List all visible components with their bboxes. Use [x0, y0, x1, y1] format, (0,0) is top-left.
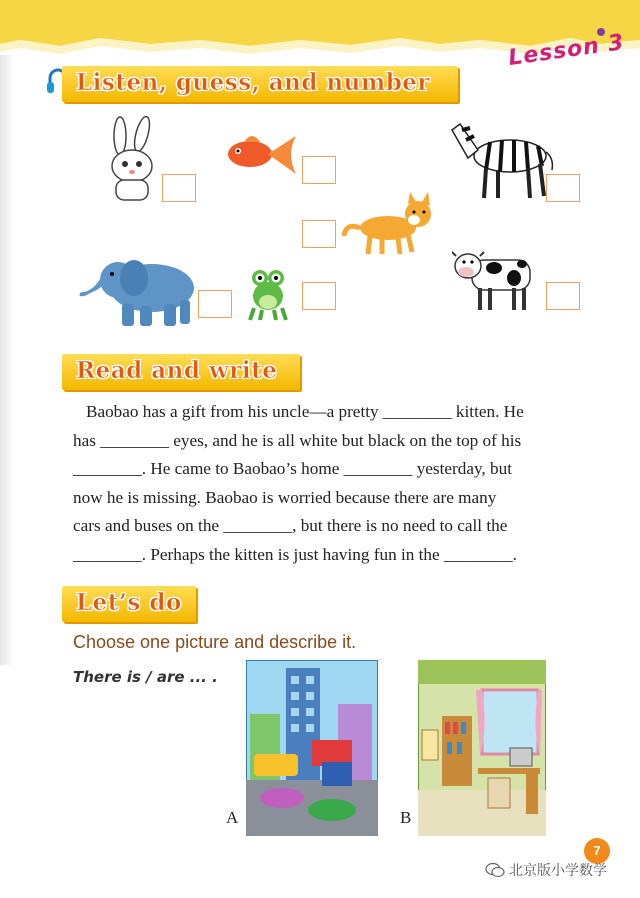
watermark — [485, 860, 607, 880]
prompt-text: There is / are ... . — [73, 668, 218, 686]
paragraph-line: now he is missing. Baobao is worried because there are many — [73, 487, 497, 507]
number-box-zebra[interactable] — [546, 174, 580, 202]
zebra-picture — [450, 118, 556, 202]
rabbit-picture — [100, 116, 164, 202]
number-box-cow[interactable] — [546, 282, 580, 310]
cat-picture — [342, 192, 436, 256]
number-box-cat[interactable] — [302, 220, 336, 248]
section-header-listen — [62, 66, 458, 102]
picture-label-b: B — [400, 808, 412, 827]
elephant-picture — [76, 252, 204, 328]
section-title-listen: Listen, guess, and number — [76, 69, 431, 96]
reading-paragraph — [73, 398, 583, 569]
wechat-icon — [485, 862, 505, 878]
section-header-read — [62, 354, 300, 390]
room-scene-picture[interactable] — [418, 660, 546, 836]
picture-label-a: A — [226, 808, 239, 827]
section-title-read: Read and write — [76, 357, 278, 384]
number-box-elephant[interactable] — [198, 290, 232, 318]
cow-picture — [452, 246, 534, 312]
goldfish-picture — [224, 130, 298, 186]
number-box-rabbit[interactable] — [162, 174, 196, 202]
number-box-goldfish[interactable] — [302, 156, 336, 184]
paragraph-line: ________. He came to Baobao’s home ________ yesterday, but — [73, 459, 512, 478]
paragraph-line: ________. Perhaps the kitten is just having fun in the ________. — [73, 544, 517, 564]
paragraph-line: Baobao has a gift from his uncle—a pretty ________ kitten. He — [86, 402, 524, 421]
number-box-frog[interactable] — [302, 282, 336, 310]
paragraph-line: cars and buses on the ________, but there is no need to call the — [73, 516, 508, 535]
page-gutter-shadow — [0, 55, 14, 665]
page-number: 7 — [584, 838, 610, 864]
paragraph-line: has ________ eyes, and he is all white but black on the top of his — [73, 430, 522, 450]
street-scene-picture[interactable] — [246, 660, 378, 836]
instruction-text: Choose one picture and describe it. — [73, 632, 357, 652]
frog-picture — [248, 268, 288, 322]
section-title-do: Let’s do — [76, 589, 182, 616]
lesson-title: Lesson 3 — [506, 29, 627, 72]
section-header-do — [62, 586, 196, 622]
watermark-text: 北京版小学数学 — [509, 863, 607, 879]
